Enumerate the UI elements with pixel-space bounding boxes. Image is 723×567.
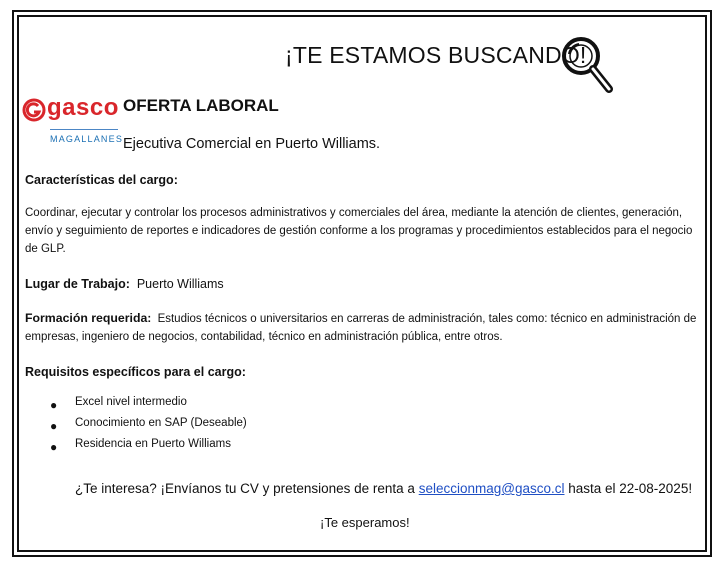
offer-position: Ejecutiva Comercial en Puerto Williams.	[123, 136, 381, 152]
logo-sub: MAGALLANES	[50, 134, 124, 144]
list-item: ● Excel nivel intermedio	[50, 396, 187, 412]
education-value: Estudios técnicos o universitarios en carreras de administración, tales como: técnico en administración de empresas, ingeniero de negocios, contabilidad, técnico en administración pública, entre otros.	[25, 313, 697, 343]
workplace-value: Puerto Williams	[136, 277, 224, 291]
requirements-list	[50, 396, 247, 459]
offer-title: OFERTA LABORAL	[123, 96, 279, 115]
workplace-line: Lugar de Trabajo: Puerto Williams	[25, 277, 224, 291]
cta-text-before: ¿Te interesa? ¡Envíanos tu CV y pretensiones de renta a	[75, 481, 419, 496]
education-block: Formación requerida: Estudios técnicos o universitarios en carreras de administración, tales como: técnico en administración de empresas, ingeniero de negocios, contabilidad, técnico en administración pública, entre otros.	[25, 311, 697, 343]
logo-word: gasco	[47, 94, 119, 121]
cta-text-after: hasta el 22-08-2025!	[564, 481, 693, 496]
list-item: ● Residencia en Puerto Williams	[50, 438, 231, 454]
closing-text: ¡Te esperamos!	[320, 515, 410, 530]
gasco-logo	[22, 92, 122, 152]
list-item: ● Conocimiento en SAP (Deseable)	[50, 417, 247, 433]
gasco-logo-icon	[22, 98, 46, 122]
bullet-icon: ●	[50, 398, 58, 412]
characteristics-heading: Características del cargo:	[25, 173, 178, 187]
email-link[interactable]: seleccionmag@gasco.cl	[418, 481, 565, 496]
education-label: Formación requerida	[25, 311, 148, 325]
logo-divider	[50, 129, 118, 130]
headline: ¡TE ESTAMOS BUSCANDO!	[285, 42, 587, 68]
magnifier-icon	[559, 34, 615, 98]
characteristics-body: Coordinar, ejecutar y controlar los procesos administrativos y comerciales del área, mediante la atención de clientes, generación, envío y seguimiento de reportes e indicadores de gestión conforme a los programas y procedimientos establecidos para el negocio de GLP.	[25, 207, 693, 255]
requirements-heading: Requisitos específicos para el cargo:	[25, 365, 246, 379]
call-to-action	[75, 481, 692, 496]
workplace-label: Lugar de Trabajo	[25, 277, 126, 291]
bullet-icon: ●	[50, 419, 58, 433]
bullet-icon: ●	[50, 440, 58, 454]
